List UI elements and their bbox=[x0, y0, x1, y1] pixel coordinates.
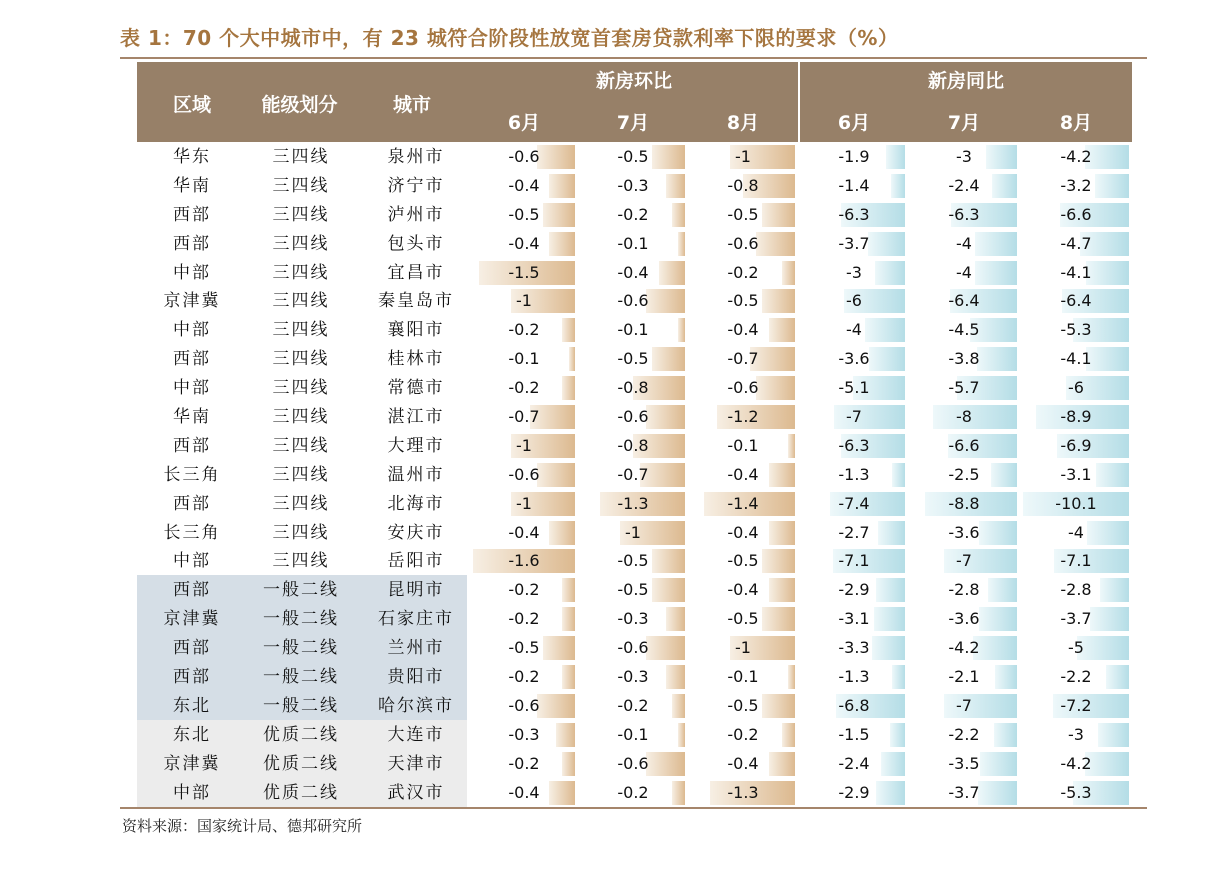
mom-value: -1 bbox=[625, 522, 641, 542]
cell-city: 石家庄市 bbox=[378, 609, 454, 630]
cell-region: 长三角 bbox=[163, 522, 221, 543]
cell-city: 岳阳市 bbox=[387, 551, 445, 572]
mom-value: -0.6 bbox=[508, 695, 540, 715]
yoy-value: -6.3 bbox=[838, 435, 870, 455]
cell-tier: 三四线 bbox=[272, 204, 330, 225]
mom-value: -1.6 bbox=[508, 551, 540, 571]
mom-value: -1 bbox=[735, 638, 751, 658]
cell-region: 西部 bbox=[173, 580, 211, 601]
table-row bbox=[137, 172, 1132, 201]
yoy-value: -6.9 bbox=[1060, 435, 1092, 455]
cell-region: 中部 bbox=[173, 782, 211, 803]
mom-value: -0.5 bbox=[617, 147, 649, 166]
mom-value: -0.7 bbox=[727, 349, 759, 369]
yoy-value: -2.4 bbox=[838, 753, 870, 773]
mom-value: -0.5 bbox=[617, 580, 649, 600]
yoy-value: -3 bbox=[956, 147, 972, 166]
cell-city: 泸州市 bbox=[387, 204, 445, 225]
cell-city: 哈尔滨市 bbox=[378, 695, 454, 716]
yoy-value: -2.2 bbox=[948, 724, 980, 744]
cell-region: 京津冀 bbox=[163, 291, 221, 312]
header-yoy-month-8: 8月 bbox=[1059, 112, 1093, 134]
table-row bbox=[137, 576, 1132, 605]
mom-value: -0.3 bbox=[617, 609, 649, 629]
mom-value: -0.5 bbox=[617, 551, 649, 571]
yoy-value: -2.8 bbox=[948, 580, 980, 600]
mom-value: -0.2 bbox=[617, 782, 649, 802]
header-region: 区域 bbox=[172, 94, 211, 116]
cell-city: 湛江市 bbox=[387, 407, 445, 428]
table-row bbox=[137, 345, 1132, 374]
mom-value: -0.4 bbox=[727, 320, 759, 340]
cell-city: 北海市 bbox=[387, 493, 445, 514]
yoy-value: -2.2 bbox=[1060, 667, 1092, 687]
yoy-value: -2.4 bbox=[948, 175, 980, 195]
mom-value: -0.1 bbox=[727, 667, 759, 687]
mom-value: -1.2 bbox=[727, 407, 759, 427]
yoy-value: -3.7 bbox=[838, 233, 870, 253]
mom-value: -0.6 bbox=[617, 407, 649, 427]
mom-value: -1.3 bbox=[617, 493, 649, 513]
yoy-value: -4 bbox=[956, 233, 972, 253]
yoy-value: -8.8 bbox=[948, 493, 980, 513]
yoy-value: -4.5 bbox=[948, 320, 980, 340]
yoy-value: -1.9 bbox=[838, 147, 870, 166]
yoy-value: -3.7 bbox=[1060, 609, 1092, 629]
cell-region: 东北 bbox=[173, 724, 211, 745]
yoy-value: -6.8 bbox=[838, 695, 870, 715]
yoy-value: -6.6 bbox=[1060, 204, 1092, 224]
table-row bbox=[137, 490, 1132, 519]
mom-value: -0.4 bbox=[617, 262, 649, 282]
table-row bbox=[137, 259, 1132, 288]
header-tier: 能级划分 bbox=[261, 94, 338, 116]
table-row bbox=[137, 519, 1132, 548]
cell-tier: 三四线 bbox=[272, 262, 330, 283]
table-row bbox=[137, 461, 1132, 490]
mom-value: -0.6 bbox=[508, 464, 540, 484]
table-row bbox=[137, 721, 1132, 750]
table-row bbox=[137, 143, 1132, 172]
mom-value: -0.4 bbox=[508, 175, 540, 195]
table-row bbox=[137, 692, 1132, 721]
yoy-value: -7 bbox=[956, 551, 972, 571]
cell-tier: 一般二线 bbox=[263, 609, 339, 630]
mom-value: -0.1 bbox=[617, 724, 649, 744]
mom-value: -0.8 bbox=[727, 175, 759, 195]
yoy-value: -5 bbox=[1068, 638, 1084, 658]
mom-value: -0.2 bbox=[727, 262, 759, 282]
table-row bbox=[137, 374, 1132, 403]
mom-value: -1 bbox=[516, 435, 532, 455]
yoy-value: -2.8 bbox=[1060, 580, 1092, 600]
yoy-value: -4.2 bbox=[1060, 753, 1092, 773]
cell-region: 西部 bbox=[173, 233, 211, 254]
cell-city: 大理市 bbox=[387, 435, 445, 456]
cell-region: 中部 bbox=[173, 320, 211, 341]
mom-value: -0.5 bbox=[727, 291, 759, 311]
yoy-value: -2.7 bbox=[838, 522, 870, 542]
mom-value: -0.2 bbox=[617, 204, 649, 224]
cell-region: 中部 bbox=[173, 262, 211, 283]
yoy-value: -6 bbox=[1068, 378, 1084, 398]
mom-value: -0.2 bbox=[508, 753, 540, 773]
table-row bbox=[137, 779, 1132, 808]
table-row bbox=[137, 403, 1132, 432]
yoy-value: -3.7 bbox=[948, 782, 980, 802]
mom-value: -0.8 bbox=[617, 378, 649, 398]
cell-city: 济宁市 bbox=[387, 175, 445, 196]
mom-value: -0.1 bbox=[617, 233, 649, 253]
cell-city: 贵阳市 bbox=[387, 667, 445, 688]
mom-value: -0.5 bbox=[508, 204, 540, 224]
cell-region: 长三角 bbox=[163, 464, 221, 485]
mom-value: -0.8 bbox=[617, 435, 649, 455]
yoy-value: -3.8 bbox=[948, 349, 980, 369]
yoy-value: -6 bbox=[846, 291, 862, 311]
yoy-value: -4 bbox=[956, 262, 972, 282]
header-group-mom: 新房环比 bbox=[595, 70, 672, 92]
mom-value: -0.3 bbox=[617, 667, 649, 687]
cell-city: 武汉市 bbox=[387, 782, 445, 803]
cell-tier: 一般二线 bbox=[263, 580, 339, 601]
yoy-value: -6.4 bbox=[1060, 291, 1092, 311]
cell-region: 西部 bbox=[173, 667, 211, 688]
header-divider bbox=[798, 62, 800, 142]
cell-region: 京津冀 bbox=[163, 753, 221, 774]
yoy-value: -5.3 bbox=[1060, 782, 1092, 802]
yoy-value: -3.1 bbox=[1060, 464, 1092, 484]
yoy-value: -5.1 bbox=[838, 378, 870, 398]
cell-city: 温州市 bbox=[387, 464, 445, 485]
yoy-value: -3.6 bbox=[838, 349, 870, 369]
top-rule bbox=[120, 57, 1147, 59]
mom-value: -0.1 bbox=[617, 320, 649, 340]
mom-value: -0.2 bbox=[508, 609, 540, 629]
table-row bbox=[137, 201, 1132, 230]
yoy-value: -1.3 bbox=[838, 667, 870, 687]
cell-tier: 三四线 bbox=[272, 551, 330, 572]
mom-value: -0.4 bbox=[727, 753, 759, 773]
yoy-value: -7.2 bbox=[1060, 695, 1092, 715]
mom-value: -0.4 bbox=[727, 464, 759, 484]
yoy-value: -4.7 bbox=[1060, 233, 1092, 253]
cell-tier: 优质二线 bbox=[263, 782, 339, 803]
yoy-value: -7.1 bbox=[838, 551, 870, 571]
mom-value: -0.3 bbox=[508, 724, 540, 744]
cell-city: 昆明市 bbox=[387, 580, 445, 601]
mom-value: -0.4 bbox=[508, 233, 540, 253]
cell-tier: 三四线 bbox=[272, 320, 330, 341]
yoy-value: -6.6 bbox=[948, 435, 980, 455]
yoy-value: -3.6 bbox=[948, 522, 980, 542]
cell-region: 西部 bbox=[173, 349, 211, 370]
yoy-value: -3.5 bbox=[948, 753, 980, 773]
mom-value: -0.6 bbox=[508, 147, 540, 166]
header-city: 城市 bbox=[392, 94, 431, 116]
mom-value: -0.4 bbox=[508, 782, 540, 802]
cell-city: 宜昌市 bbox=[387, 262, 445, 283]
mom-value: -0.4 bbox=[727, 580, 759, 600]
mom-value: -0.5 bbox=[617, 349, 649, 369]
mom-value: -0.4 bbox=[727, 522, 759, 542]
yoy-value: -7.4 bbox=[838, 493, 870, 513]
yoy-value: -3.6 bbox=[948, 609, 980, 629]
yoy-value: -2.9 bbox=[838, 782, 870, 802]
mom-value: -0.1 bbox=[508, 349, 540, 369]
cell-region: 华东 bbox=[173, 147, 211, 167]
header-mom-month-8: 8月 bbox=[726, 112, 760, 134]
cell-city: 桂林市 bbox=[387, 349, 445, 370]
mom-value: -0.6 bbox=[617, 291, 649, 311]
yoy-value: -2.5 bbox=[948, 464, 980, 484]
table-row bbox=[137, 547, 1132, 576]
cell-tier: 三四线 bbox=[272, 233, 330, 254]
table-row bbox=[137, 663, 1132, 692]
header-mom-month-7: 7月 bbox=[616, 112, 650, 134]
mom-value: -1 bbox=[735, 147, 751, 166]
cell-region: 华南 bbox=[173, 175, 211, 196]
header-group-yoy: 新房同比 bbox=[927, 70, 1004, 92]
cell-tier: 优质二线 bbox=[263, 724, 339, 745]
cell-tier: 优质二线 bbox=[263, 753, 339, 774]
cell-tier: 三四线 bbox=[272, 407, 330, 428]
mom-value: -0.2 bbox=[727, 724, 759, 744]
cell-region: 西部 bbox=[173, 435, 211, 456]
yoy-value: -8.9 bbox=[1060, 407, 1092, 427]
table-row bbox=[137, 287, 1132, 316]
yoy-value: -3.1 bbox=[838, 609, 870, 629]
cell-region: 中部 bbox=[173, 378, 211, 399]
mom-value: -1 bbox=[516, 291, 532, 311]
yoy-value: -4.1 bbox=[1060, 262, 1092, 282]
yoy-value: -4 bbox=[1068, 522, 1084, 542]
cell-city: 兰州市 bbox=[387, 638, 445, 659]
table-row bbox=[137, 432, 1132, 461]
yoy-value: -3.3 bbox=[838, 638, 870, 658]
yoy-value: -3 bbox=[1068, 724, 1084, 744]
cell-city: 包头市 bbox=[387, 233, 445, 254]
cell-city: 常德市 bbox=[387, 378, 445, 399]
cell-tier: 三四线 bbox=[272, 349, 330, 370]
cell-region: 华南 bbox=[173, 407, 211, 428]
yoy-value: -1.3 bbox=[838, 464, 870, 484]
mom-value: -0.4 bbox=[508, 522, 540, 542]
mom-value: -0.6 bbox=[617, 753, 649, 773]
table-title: 表 1：70 个大中城市中，有 23 城符合阶段性放宽首套房贷款利率下限的要求（%） bbox=[120, 26, 899, 50]
yoy-value: -3.2 bbox=[1060, 175, 1092, 195]
cell-region: 西部 bbox=[173, 204, 211, 225]
yoy-value: -8 bbox=[956, 407, 972, 427]
cell-city: 襄阳市 bbox=[387, 320, 445, 341]
mom-value: -0.6 bbox=[727, 233, 759, 253]
cell-region: 西部 bbox=[173, 493, 211, 514]
yoy-value: -5.7 bbox=[948, 378, 980, 398]
cell-tier: 一般二线 bbox=[263, 667, 339, 688]
cell-tier: 三四线 bbox=[272, 378, 330, 399]
yoy-value: -1.4 bbox=[838, 175, 870, 195]
yoy-value: -4 bbox=[846, 320, 862, 340]
cell-city: 秦皇岛市 bbox=[378, 291, 454, 312]
cell-tier: 三四线 bbox=[272, 435, 330, 456]
source-note: 资料来源：国家统计局、德邦研究所 bbox=[122, 817, 363, 835]
mom-value: -1.3 bbox=[727, 782, 759, 802]
mom-value: -0.2 bbox=[508, 378, 540, 398]
mom-value: -0.7 bbox=[508, 407, 540, 427]
mom-value: -0.5 bbox=[727, 695, 759, 715]
yoy-value: -4.1 bbox=[1060, 349, 1092, 369]
table-row bbox=[137, 634, 1132, 663]
cell-tier: 三四线 bbox=[272, 522, 330, 543]
mom-value: -1.4 bbox=[727, 493, 759, 513]
mom-value: -0.6 bbox=[727, 378, 759, 398]
mom-value: -1 bbox=[516, 493, 532, 513]
mom-value: -0.6 bbox=[617, 638, 649, 658]
table-header bbox=[137, 62, 1132, 142]
yoy-value: -2.1 bbox=[948, 667, 980, 687]
yoy-value: -7 bbox=[846, 407, 862, 427]
table-body bbox=[137, 143, 1132, 807]
mom-value: -0.5 bbox=[727, 609, 759, 629]
cell-tier: 三四线 bbox=[272, 175, 330, 196]
yoy-value: -6.3 bbox=[948, 204, 980, 224]
mom-value: -0.2 bbox=[508, 580, 540, 600]
cell-tier: 三四线 bbox=[272, 464, 330, 485]
yoy-value: -4.2 bbox=[948, 638, 980, 658]
table-row bbox=[137, 316, 1132, 345]
cell-tier: 三四线 bbox=[272, 493, 330, 514]
cell-city: 泉州市 bbox=[387, 147, 445, 167]
cell-city: 安庆市 bbox=[387, 522, 445, 543]
header-mom-month-6: 6月 bbox=[507, 112, 541, 134]
cell-region: 东北 bbox=[173, 695, 211, 716]
cell-city: 大连市 bbox=[387, 724, 445, 745]
mom-value: -0.5 bbox=[508, 638, 540, 658]
cell-region: 西部 bbox=[173, 638, 211, 659]
mom-value: -0.5 bbox=[727, 204, 759, 224]
mom-value: -0.2 bbox=[617, 695, 649, 715]
cell-tier: 一般二线 bbox=[263, 638, 339, 659]
table-row bbox=[137, 750, 1132, 779]
yoy-value: -5.3 bbox=[1060, 320, 1092, 340]
cell-city: 天津市 bbox=[387, 753, 445, 774]
mom-value: -0.7 bbox=[617, 464, 649, 484]
mom-value: -0.1 bbox=[727, 435, 759, 455]
cell-region: 京津冀 bbox=[163, 609, 221, 630]
header-yoy-month-7: 7月 bbox=[947, 112, 981, 134]
header-yoy-month-6: 6月 bbox=[837, 112, 871, 134]
yoy-value: -4.2 bbox=[1060, 147, 1092, 166]
table-row bbox=[137, 605, 1132, 634]
yoy-value: -7.1 bbox=[1060, 551, 1092, 571]
yoy-value: -3 bbox=[846, 262, 862, 282]
yoy-value: -7 bbox=[956, 695, 972, 715]
cell-tier: 一般二线 bbox=[263, 695, 339, 716]
table-row bbox=[137, 230, 1132, 259]
mom-value: -0.2 bbox=[508, 667, 540, 687]
mom-value: -1.5 bbox=[508, 262, 540, 282]
yoy-value: -1.5 bbox=[838, 724, 870, 744]
mom-value: -0.5 bbox=[727, 551, 759, 571]
yoy-value: -2.9 bbox=[838, 580, 870, 600]
yoy-value: -6.4 bbox=[948, 291, 980, 311]
yoy-value: -6.3 bbox=[838, 204, 870, 224]
cell-tier: 三四线 bbox=[272, 147, 330, 167]
mom-value: -0.2 bbox=[508, 320, 540, 340]
yoy-value: -10.1 bbox=[1055, 493, 1097, 513]
cell-region: 中部 bbox=[173, 551, 211, 572]
cell-tier: 三四线 bbox=[272, 291, 330, 312]
mom-value: -0.3 bbox=[617, 175, 649, 195]
